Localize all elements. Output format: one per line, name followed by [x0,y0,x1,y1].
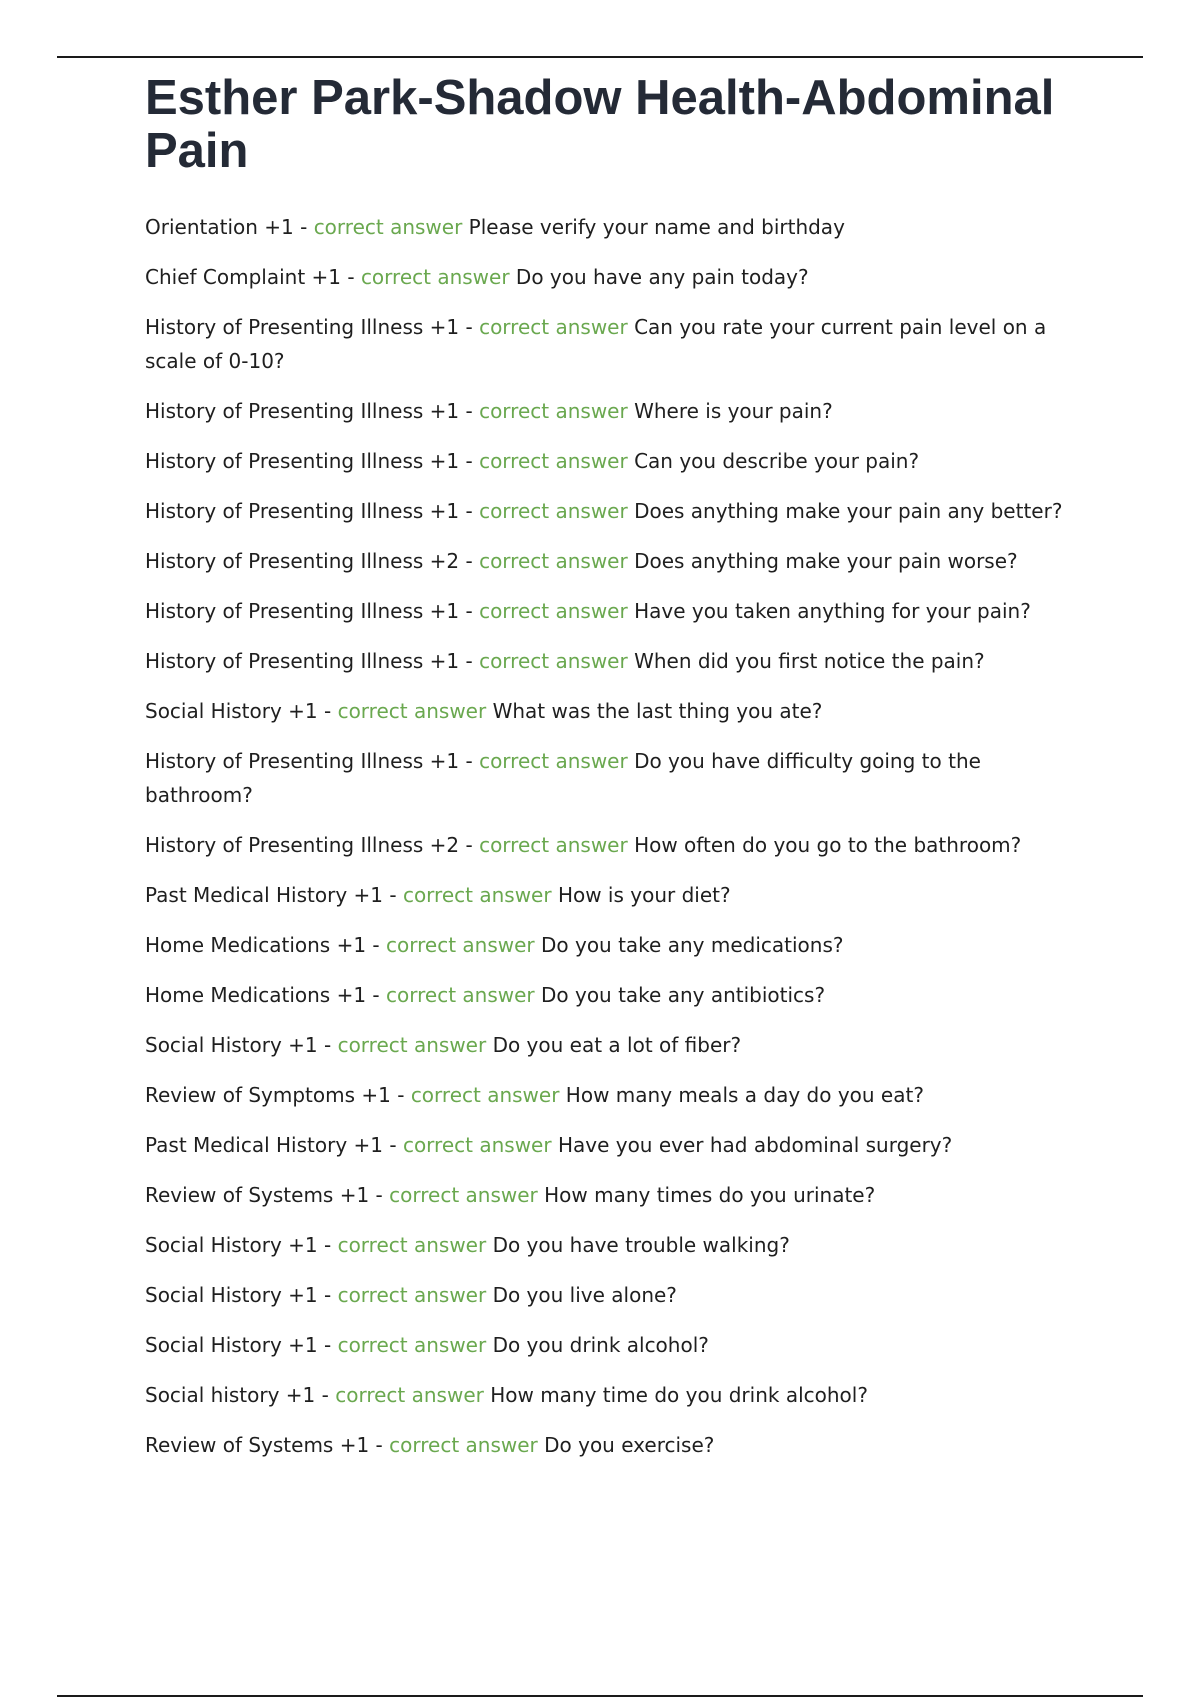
correct-answer-tag: correct answer [402,1133,552,1157]
qa-entry [145,744,1095,812]
correct-answer-tag: correct answer [410,1083,560,1107]
correct-answer-tag: correct answer [386,933,535,957]
correct-answer-tag: correct answer [386,983,535,1007]
correct-answer-tag: correct answer [335,1383,484,1407]
entry-question: How many times do you urinate? [544,1183,876,1207]
entry-question: How often do you go to the bathroom? [634,833,1022,857]
qa-entry [145,928,1095,962]
correct-answer-tag: correct answer [337,699,487,723]
entry-category: History of Presenting Illness +1 - [145,399,480,423]
correct-answer-tag: correct answer [479,649,628,673]
correct-answer-tag: correct answer [337,1283,487,1307]
qa-entry [145,544,1095,578]
entry-question: Does anything make your pain any better? [634,499,1063,523]
entry-question: Do you drink alcohol? [492,1333,709,1357]
qa-entry [145,878,1095,912]
entry-question: What was the last thing you ate? [492,699,823,723]
correct-answer-tag: correct answer [479,833,628,857]
qa-entry [145,1078,1095,1112]
entry-question: Please verify your name and birthday [468,215,845,239]
entry-category: History of Presenting Illness +1 - [145,649,480,673]
qa-entry [145,1028,1095,1062]
entry-category: Past Medical History +1 - [145,1133,403,1157]
qa-entry [145,828,1095,862]
entry-question: Have you ever had abdominal surgery? [557,1133,953,1157]
qa-entry [145,644,1095,678]
entry-category: History of Presenting Illness +1 - [145,599,480,623]
qa-list [145,210,1095,1478]
entry-category: Social History +1 - [145,699,338,723]
entry-question: How many meals a day do you eat? [565,1083,924,1107]
entry-category: Social History +1 - [145,1283,338,1307]
entry-question: How many time do you drink alcohol? [490,1383,868,1407]
entry-category: History of Presenting Illness +2 - [145,833,480,857]
qa-entry [145,310,1095,378]
entry-category: Review of Systems +1 - [145,1183,390,1207]
entry-category: Social History +1 - [145,1233,338,1257]
entry-category: History of Presenting Illness +1 - [145,315,480,339]
entry-question: Do you exercise? [544,1433,715,1457]
correct-answer-tag: correct answer [337,1033,487,1057]
entry-category: Orientation +1 - [145,215,314,239]
entry-category: Past Medical History +1 - [145,883,403,907]
correct-answer-tag: correct answer [479,499,628,523]
correct-answer-tag: correct answer [479,315,628,339]
qa-entry [145,1328,1095,1362]
qa-entry [145,978,1095,1012]
entry-category: Home Medications +1 - [145,983,386,1007]
entry-category: Chief Complaint +1 - [145,265,361,289]
entry-question: When did you first notice the pain? [634,649,985,673]
correct-answer-tag: correct answer [337,1233,487,1257]
qa-entry [145,1228,1095,1262]
entry-question: Do you eat a lot of fiber? [492,1033,742,1057]
qa-entry [145,1378,1095,1412]
entry-question: Have you taken anything for your pain? [634,599,1031,623]
entry-category: Social History +1 - [145,1333,338,1357]
top-rule [57,56,1143,58]
document-title: Esther Park-Shadow Health-Abdominal Pain [145,71,1055,178]
correct-answer-tag: correct answer [479,599,628,623]
qa-entry [145,594,1095,628]
correct-answer-tag: correct answer [389,1183,538,1207]
entry-question: Does anything make your pain worse? [634,549,1018,573]
entry-category: Social History +1 - [145,1033,338,1057]
correct-answer-tag: correct answer [479,399,628,423]
entry-question: Can you rate your current pain level on a scale of 0-10? [145,315,1047,373]
qa-entry [145,260,1095,294]
qa-entry [145,494,1095,528]
entry-question: Do you have difficulty going to the bathroom? [145,749,981,807]
entry-category: Review of Symptoms +1 - [145,1083,411,1107]
entry-question: Do you live alone? [492,1283,677,1307]
entry-question: Do you take any antibiotics? [540,983,826,1007]
correct-answer-tag: correct answer [479,449,628,473]
entry-category: History of Presenting Illness +1 - [145,749,480,773]
entry-category: Review of Systems +1 - [145,1433,390,1457]
qa-entry [145,210,1095,244]
correct-answer-tag: correct answer [337,1333,487,1357]
qa-entry [145,1128,1095,1162]
qa-entry [145,694,1095,728]
qa-entry [145,1428,1095,1462]
correct-answer-tag: correct answer [479,549,628,573]
qa-entry [145,444,1095,478]
bottom-rule [57,1695,1143,1697]
correct-answer-tag: correct answer [402,883,552,907]
qa-entry [145,1278,1095,1312]
correct-answer-tag: correct answer [479,749,628,773]
correct-answer-tag: correct answer [360,265,510,289]
entry-question: Do you have trouble walking? [492,1233,790,1257]
entry-question: Where is your pain? [634,399,833,423]
qa-entry [145,1178,1095,1212]
entry-category: Social history +1 - [145,1383,336,1407]
entry-category: Home Medications +1 - [145,933,386,957]
entry-category: History of Presenting Illness +1 - [145,499,480,523]
entry-question: Do you have any pain today? [515,265,809,289]
entry-category: History of Presenting Illness +1 - [145,449,480,473]
entry-question: Do you take any medications? [540,933,844,957]
correct-answer-tag: correct answer [313,215,463,239]
entry-question: How is your diet? [557,883,731,907]
qa-entry [145,394,1095,428]
entry-category: History of Presenting Illness +2 - [145,549,480,573]
entry-question: Can you describe your pain? [634,449,920,473]
correct-answer-tag: correct answer [389,1433,538,1457]
